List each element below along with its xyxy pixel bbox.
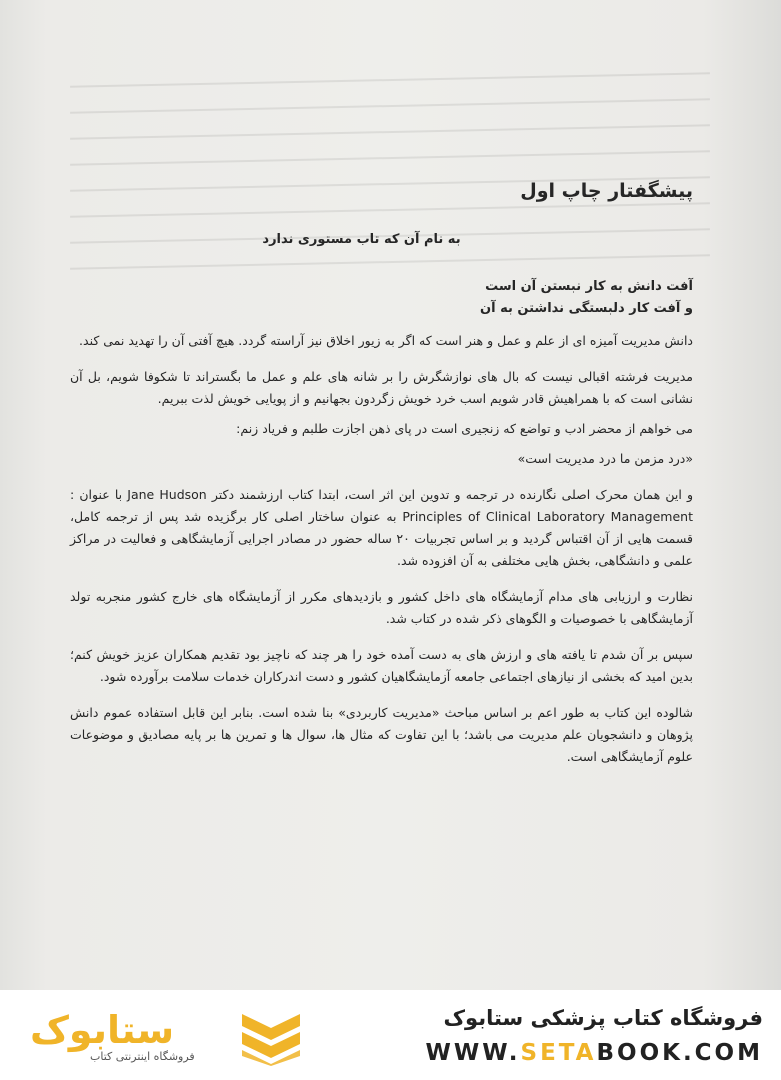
url-prefix: WWW. — [425, 1040, 521, 1066]
paragraph: شالوده این کتاب به طور اعم بر اساس مباحث «مدیریت کاربردی» بنا شده است. بنابر این قابل استفاده عموم دانش پژوهان و دانشجویان علم مدیریت می باشد؛ با این تفاوت که مثال ها، سوال ها و تمرین ها بر پایه مصادیق و موضوعات علوم آزمایشگاهی است. — [70, 705, 693, 764]
epigraph-line: و آفت کار دلبستگی نداشتن به آن — [480, 301, 693, 316]
paragraph: سپس بر آن شدم تا یافته های و ارزش های به دست آمده خود را هر چند که ناچیز بود تقدیم همکاران عزیز خویش کنم؛ بدین امید که بخشی از نیازهای اجتماعی جامعه آزمایشگاهیان کشور و دست اندرکاران خدمات سلامت برآورده شود. — [70, 647, 693, 684]
store-banner — [0, 990, 781, 1080]
store-url[interactable] — [426, 1040, 763, 1066]
logo-wordmark: ستابوک — [30, 1008, 175, 1052]
url-suffix: BOOK.COM — [596, 1040, 763, 1066]
paragraph-quote: «درد مزمن ما درد مدیریت است» — [517, 451, 693, 466]
epigraph — [480, 276, 693, 320]
page-title: پیشگفتار چاپ اول — [520, 180, 693, 202]
paragraph: می خواهم از محضر ادب و تواضع که زنجیری است در پای ذهن اجازت طلبم و فریاد زنم: — [236, 421, 693, 436]
logo-subtitle: فروشگاه اینترنتی کتاب — [90, 1050, 195, 1063]
store-name: فروشگاه کتاب پزشکی ستابوک — [443, 1006, 763, 1030]
url-accent: SETA — [520, 1040, 597, 1066]
store-logo[interactable] — [30, 1008, 300, 1068]
paragraph: دانش مدیریت آمیزه ای از علم و عمل و هنر است که اگر به زیور اخلاق نیز آراسته گردد. هیچ آفتی آن را تهدید نمی کند. — [79, 333, 693, 348]
chevron-logo-icon — [240, 1012, 302, 1066]
paragraph: نظارت و ارزیابی های مدام آزمایشگاه های داخل کشور و بازدیدهای مکرر از آزمایشگاه های خارج کشور منجربه تولد آزمایشگاهی با خصوصیات و الگوهای ذکر شده در کتاب شد. — [70, 589, 693, 626]
body-text — [70, 330, 693, 782]
opening-dedication: به نام آن که تاب مستوری ندارد — [262, 232, 461, 247]
paragraph: و این همان محرک اصلی نگارنده در ترجمه و تدوین این اثر است، ابتدا کتاب ارزشمند دکتر Jane Hudson با عنوان : Principles of Clinical Laboratory Management به عنوان ساختار اصلی کار برگزیده شد پس از ترجمه کامل، قسمت هایی از آن اقتباس گردید و بر اساس تجربیات ۲۰ ساله حضور در مصادر اجرایی آزمایشگاهی و فعالیت در مراکز علمی و دانشگاهی، بخش هایی مختلفی به آن افزوده شد. — [70, 487, 693, 568]
epigraph-line: آفت دانش به کار نبستن آن است — [485, 279, 693, 294]
paragraph: مدیریت فرشته اقبالی نیست که بال های نوازشگرش را بر شانه های علم و عمل ما بگستراند تا شکوفا شویم، بل آن نشانی است که با همراهیش قادر شویم اسب خرد خویش زگردون بجهانیم و از پویایی خویش لذت ببریم. — [70, 369, 693, 406]
